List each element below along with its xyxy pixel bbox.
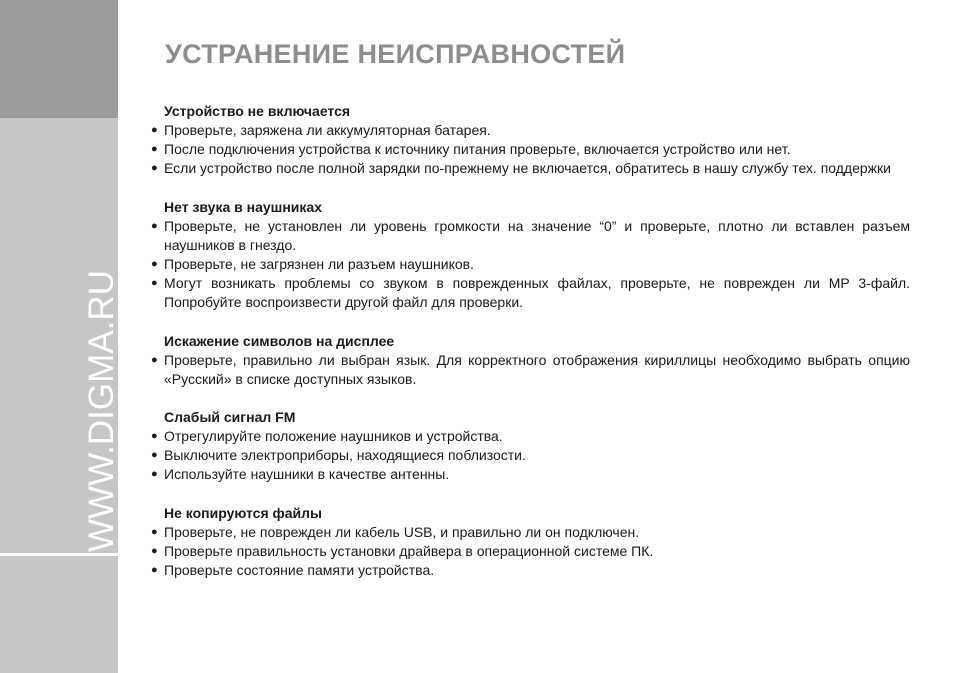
list-item [137, 427, 910, 446]
list-item-text: Проверьте, заряжена ли аккумуляторная батарея. [164, 122, 491, 138]
section-heading: Искажение символов на дисплее [164, 332, 395, 349]
list-item [137, 561, 910, 580]
bullet-icon: ● [151, 525, 158, 538]
list-item [137, 121, 910, 140]
list-item-text: Проверьте, не загрязнен ли разъем наушников. [164, 256, 474, 273]
bullet-icon: ● [151, 143, 158, 156]
troubleshooting-sections [137, 102, 910, 580]
website-watermark: WWW.DIGMA.RU [82, 270, 121, 552]
list-item-text: Если устройство после полной зарядки по-прежнему не включается, обратитесь в нашу службу тех. поддержки [164, 160, 891, 177]
list-item [137, 140, 910, 159]
list-item-text: Проверьте, правильно ли выбран язык. Для корректного отображения кириллицы необходимо выбрать опцию «Русский» в списке доступных языков. [164, 351, 910, 387]
list-item-text: Выключите электроприборы, находящиеся поблизости. [164, 447, 526, 464]
troubleshooting-section [137, 198, 910, 313]
sidebar-top-block [0, 0, 118, 118]
bullet-list [137, 217, 910, 313]
list-item [137, 465, 910, 484]
bullet-list [137, 427, 910, 485]
list-item-text: Проверьте правильность установки драйвера в операционной системе ПК. [164, 542, 654, 559]
list-item [137, 523, 910, 542]
list-item-text: Отрегулируйте положение наушников и устройства. [164, 428, 503, 445]
sidebar [0, 0, 121, 673]
list-item [137, 159, 910, 178]
troubleshooting-section [137, 504, 910, 581]
bullet-icon: ● [151, 219, 158, 232]
list-item [137, 542, 910, 561]
list-item [137, 446, 910, 465]
section-heading: Не копируются файлы [164, 504, 322, 521]
list-item [137, 274, 910, 312]
list-item [137, 217, 910, 255]
list-item-text: После подключения устройства к источнику питания проверьте, включается устройство или нет. [164, 141, 791, 158]
bullet-icon: ● [151, 162, 158, 175]
bullet-icon: ● [151, 449, 158, 462]
troubleshooting-section [137, 332, 910, 389]
section-heading: Устройство не включается [164, 103, 351, 119]
list-item [137, 351, 910, 389]
troubleshooting-section [137, 102, 910, 179]
bullet-icon: ● [151, 468, 158, 481]
bullet-icon: ● [151, 353, 158, 366]
bullet-icon: ● [151, 564, 158, 577]
bullet-icon: ● [151, 277, 158, 290]
content [137, 36, 910, 599]
bullet-icon: ● [151, 430, 158, 443]
list-item-text: Проверьте, не установлен ли уровень громкости на значение “0” и проверьте, плотно ли вставлен разъем наушников в гнездо. [164, 217, 910, 253]
section-heading: Слабый сигнал FM [164, 409, 296, 426]
list-item-text: Используйте наушники в качестве антенны. [164, 466, 450, 483]
section-heading: Нет звука в наушниках [164, 198, 322, 215]
list-item-text: Могут возникать проблемы со звуком в поврежденных файлах, проверьте, не поврежден ли MP 3-файл. Попробуйте воспроизвести другой файл для проверки. [164, 275, 910, 311]
bullet-list [137, 523, 910, 581]
bullet-list [137, 121, 910, 179]
page-title: УСТРАНЕНИЕ НЕИСПРАВНОСТЕЙ [165, 39, 626, 69]
list-item [137, 255, 910, 274]
bullet-icon: ● [151, 544, 158, 557]
bullet-icon: ● [151, 124, 158, 136]
bullet-list [137, 351, 910, 389]
list-item-text: Проверьте, не поврежден ли кабель USB, и правильно ли он подключен. [164, 523, 640, 540]
troubleshooting-section [137, 408, 910, 485]
bullet-icon: ● [151, 258, 158, 271]
sidebar-divider [0, 553, 118, 556]
list-item-text: Проверьте состояние памяти устройства. [164, 562, 435, 579]
